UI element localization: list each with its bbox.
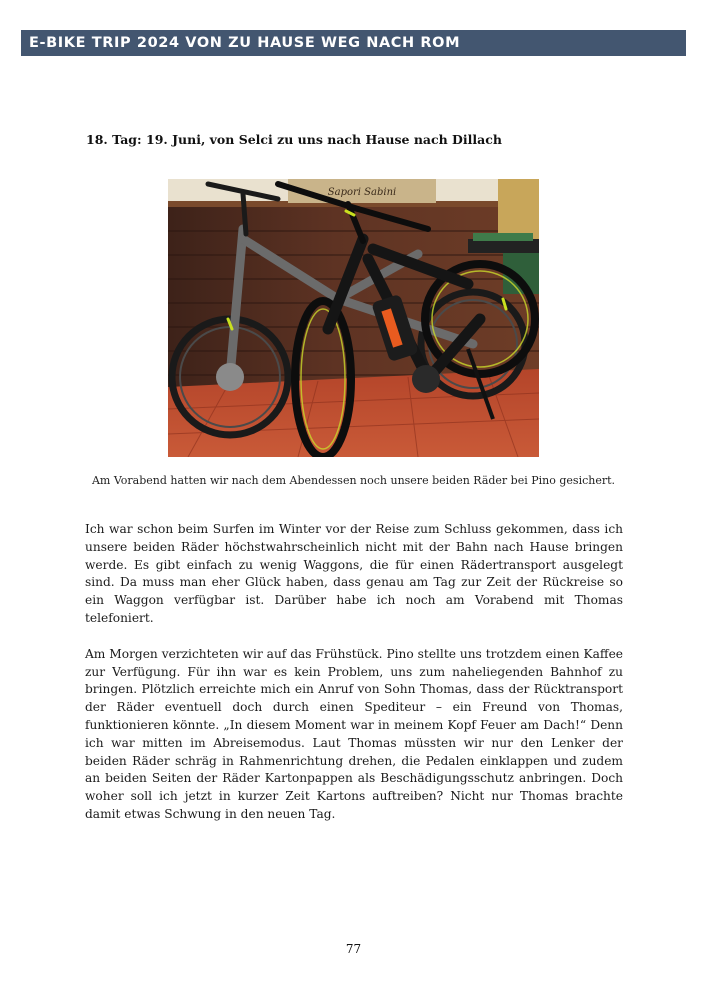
page-number: 77 — [345, 942, 362, 956]
photo-caption: Am Vorabend hatten wir nach dem Abendessen noch unsere beiden Räder bei Pino gesichert. — [91, 474, 616, 487]
body-paragraph: Am Morgen verzichteten wir auf das Frühstück. Pino stellte uns trotzdem einen Kaffee zur Verfügung. Für ihn war es kein Problem, uns zum naheliegenden Bahnhof zu bringen. Plötzlich erreichte mich ein Anruf von Sohn Thomas, dass der Rücktransport der Räder eventuell doch durch einen Spediteur – ein Freund von Thomas, funktionieren könnte. „In diesem Moment war in meinem Kopf Feuer am Dach!“ Denn ich war mitten im Abreisemodus. Laut Thomas müssten wir nur den Lenker der beiden Räder schräg in Rahmenrichtung drehen, die Pedalen einklappen und zudem an beiden Seiten der Räder Kartonpappen als Beschädigungsschutz anbringen. Doch woher soll ich jetzt in kurzer Zeit Kartons auftreiben? Nicht nur Thomas brachte damit etwas Schwung in den neuen Tag. — [85, 646, 623, 821]
sign-text: Sapori Sabini — [327, 187, 397, 198]
document-header-bar — [21, 30, 686, 56]
body-paragraph: Ich war schon beim Surfen im Winter vor der Reise zum Schluss gekommen, dass ich unsere beiden Räder höchstwahrscheinlich nicht mit der Bahn nach Hause bringen werde. Es gibt einfach zu wenig Waggons, die für einen Rädertransport ausgelegt sind. Da muss man eher Glück haben, dass genau am Tag zur Zeit der Rückreise so ein Waggon verfügbar ist. Darüber habe ich noch am Vorabend mit Thomas telefoniert. — [85, 522, 623, 625]
bikes-photo — [168, 179, 539, 457]
document-header-title: E-BIKE TRIP 2024 VON ZU HAUSE WEG NACH ROM — [29, 35, 461, 51]
body-text — [85, 521, 623, 842]
chapter-heading: 18. Tag: 19. Juni, von Selci zu uns nach Hause nach Dillach — [86, 132, 502, 147]
